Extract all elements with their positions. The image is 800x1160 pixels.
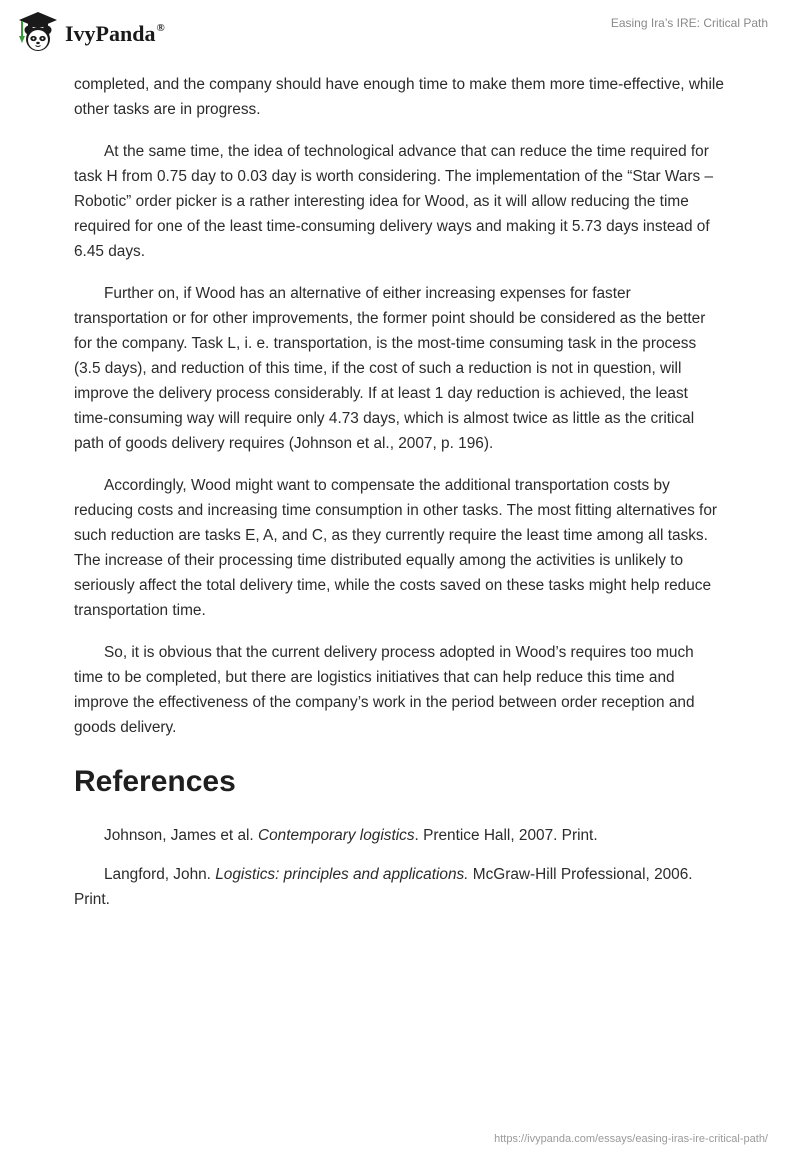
- reference-publisher: McGraw-Hill Professional, 2006. Print.: [74, 866, 693, 908]
- panda-graduation-icon: [16, 10, 60, 54]
- references-heading: References: [74, 765, 236, 798]
- source-url[interactable]: https://ivypanda.com/essays/easing-iras-ire-critical-path/: [494, 1133, 768, 1145]
- reference-publisher: . Prentice Hall, 2007. Print.: [414, 827, 598, 844]
- reference-authors: Johnson, James et al.: [104, 827, 258, 844]
- reference-entry: [74, 823, 724, 848]
- paragraph: So, it is obvious that the current delivery process adopted in Wood’s requires too much time to be completed, but there are logistics initiatives that can help reduce this time and improve the effectiveness of the company’s work in the period between order reception and goods delivery.: [74, 644, 695, 736]
- logo-wordmark: [65, 21, 165, 47]
- paragraph: Further on, if Wood has an alternative of either increasing expenses for faster transportation or for other improvements, the former point should be considered as the better for the company. Task L, i. e. transportation, is the most-time consuming task in the process (3.5 days), and reduction of this time, if the cost of such a reduction is not in question, will improve the delivery process considerably. If at least 1 day reduction is achieved, the least time-consuming way will require only 4.73 days, which is almost twice as little as the critical path of goods delivery requires (Johnson et al., 2007, p. 196).: [74, 285, 706, 452]
- ivypanda-logo[interactable]: [16, 10, 165, 54]
- paragraph: At the same time, the idea of technological advance that can reduce the time required for task H from 0.75 day to 0.03 day is worth considering. The implementation of the “Star Wars – Robotic” order picker is a rather interesting idea for Wood, as it will allow reducing the time required for one of the least time-consuming delivery ways and making it 5.73 days instead of 6.45 days.: [74, 143, 714, 260]
- document-title: Easing Ira’s IRE: Critical Path: [610, 16, 768, 30]
- reference-title: Logistics: principles and applications.: [215, 866, 469, 883]
- paragraph: Accordingly, Wood might want to compensate the additional transportation costs by reducing costs and increasing time consumption in other tasks. The most fitting alternatives for such reduction are tasks E, A, and C, as they currently require the least time among all tasks. The increase of their processing time distributed equally among the activities is unlikely to seriously affect the total delivery time, while the costs saved on these tasks might help reduce transportation time.: [74, 477, 718, 619]
- page-header: [0, 0, 800, 70]
- reference-title: Contemporary logistics: [258, 827, 415, 844]
- reference-authors: Langford, John.: [104, 866, 216, 883]
- logo-text: IvyPanda: [65, 21, 156, 46]
- registered-mark: ®: [156, 22, 165, 34]
- essay-body: [74, 72, 724, 926]
- paragraph: completed, and the company should have enough time to make them more time-effective, while other tasks are in progress.: [74, 76, 724, 118]
- reference-entry: [74, 862, 724, 912]
